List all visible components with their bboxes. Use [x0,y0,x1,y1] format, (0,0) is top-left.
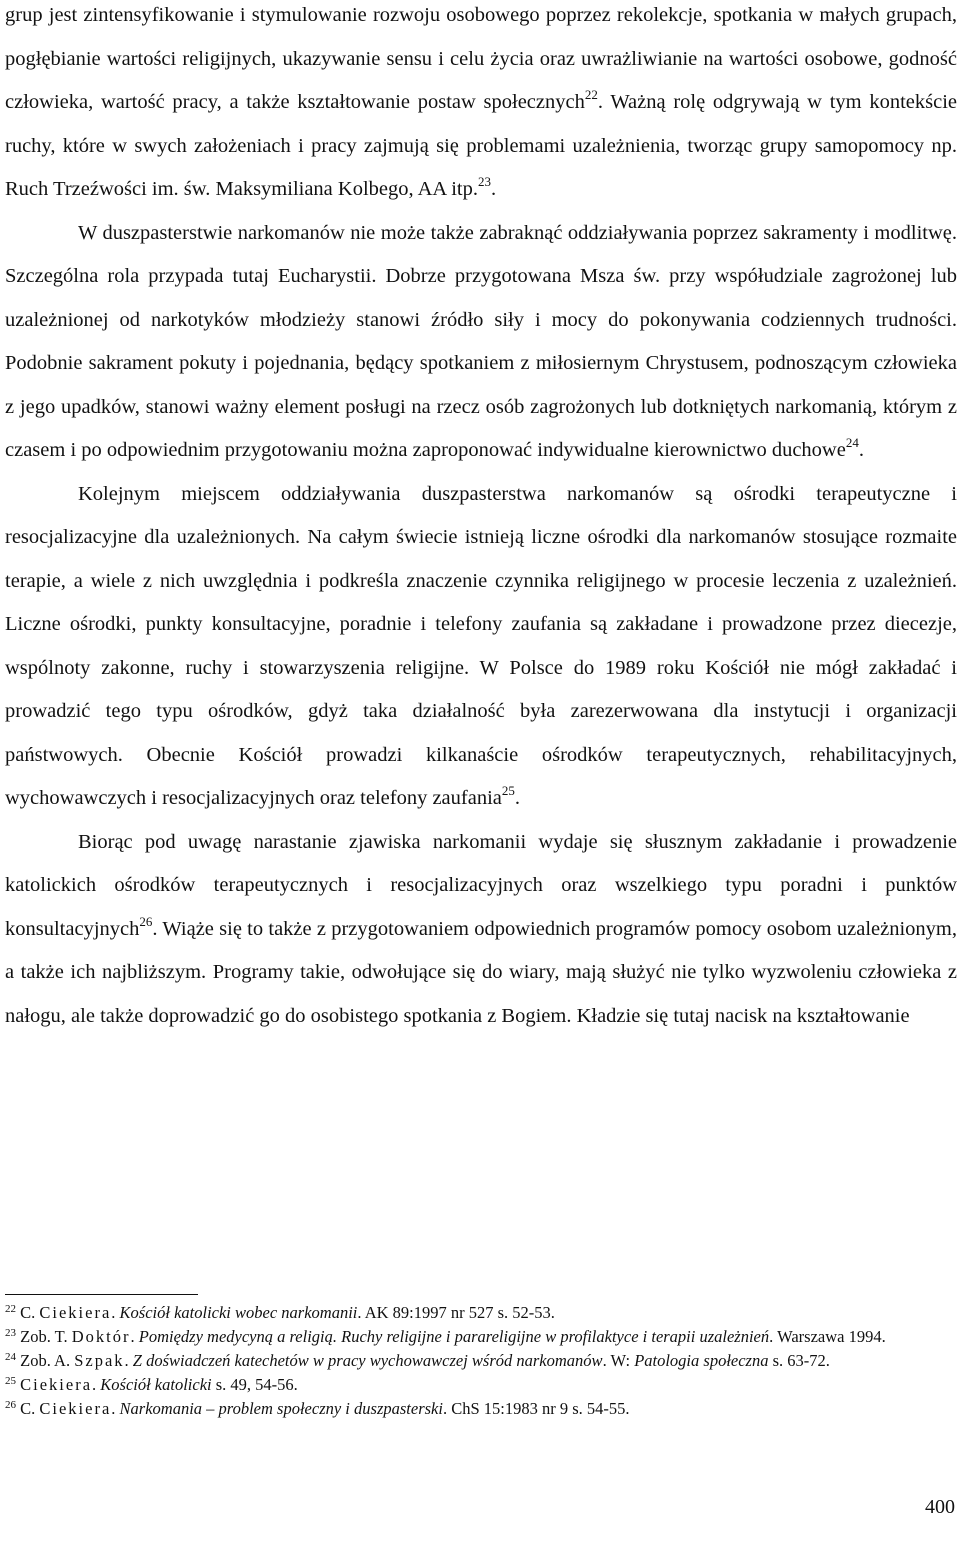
text-run: . Ważną rolę odgrywają w tym kontekście ruchy, które w swych założeniach i pracy zajmują się problemami uzależnienia, tworząc grupy samopomocy np. Ruch Trzeźwości im. św. Maksymiliana Kolbego, AA itp. [5,91,958,200]
italic-text: Z doświadczeń katechetów w pracy wychowawczej wśród narkomanów [132,1351,603,1370]
footnote [5,1373,957,1397]
footnote-reference: 24 [5,1351,16,1363]
footnote-reference: 26 [139,913,153,929]
author-name: Doktór [71,1327,131,1346]
text-run: . [858,439,864,461]
text-run: Zob. T. [16,1327,72,1346]
text-run: s. 63-72. [768,1351,830,1370]
text-run: . AK 89:1997 nr 527 s. 52-53. [357,1303,555,1322]
text-run: s. 49, 54-56. [211,1375,298,1394]
footnote [5,1325,957,1349]
paragraph [5,821,957,1039]
footnote-separator [5,1294,198,1295]
footnotes [5,1301,957,1421]
author-name: Szpak [74,1351,125,1370]
text-run: grup jest zintensyfikowanie i stymulowanie rozwoju osobowego poprzez rekolekcje, spotkania w małych grupach, pogłębianie wartości religijnych, ukazywanie sensu i celu życia oraz uwrażliwianie na wartości osobowe, godność człowieka, wartość pracy, a także kształtowanie postaw społecznych [5,4,957,113]
footnote-reference: 24 [845,435,859,450]
text-run: . [514,787,520,809]
text-run: . ChS 15:1983 nr 9 s. 54-55. [442,1399,630,1418]
footnote-reference: 22 [584,87,598,102]
text-run: . [124,1351,133,1370]
text-run: . [130,1327,139,1346]
body-text [5,0,957,1038]
page-number: 400 [925,1496,955,1518]
paragraph [5,0,957,212]
text-run: . [111,1303,120,1322]
author-name: Ciekiera [39,1399,112,1418]
italic-text: Pomiędzy medycyną a religią. Ruchy religijne i parareligijne w profilaktyce i terapii uzależnień [138,1327,770,1346]
footnote-reference: 25 [501,783,515,798]
text-run: Zob. A. [16,1351,75,1370]
italic-text: Narkomania – problem społeczny i duszpasterski [119,1399,443,1418]
text-run: W duszpasterstwie narkomanów nie może także zabraknąć oddziaływania poprzez sakramenty i modlitwę. Szczególna rola przypada tutaj Eucharystii. Dobrze przygotowana Msza św. przy współudziale zagrożonej lub uzależnionej od narkotyków młodzieży stanowi źródło siły i mocy do pokonywania codziennych trudności. Podobnie sakrament pokuty i pojednania, będący spotkaniem z miłosiernym Chrystusem, podnoszącym człowieka z jego upadków, stanowi ważny element posługi na rzecz osób zagrożonych lub dotkniętych narkomanią, którym z czasem i po odpowiednim przygotowaniu można zaproponować indywidualne kierownictwo duchowe [5,221,957,461]
text-run: Biorąc pod uwagę narastanie zjawiska narkomanii wydaje się słusznym zakładanie i prowadzenie katolickich ośrodków terapeutycznych i resocjalizacyjnych oraz wszelkiego typu poradni i punktów konsultacyjnych [5,830,957,940]
footnote-reference: 22 [5,1303,16,1315]
text-run: . Warszawa 1994. [769,1327,886,1346]
text-run: . W: [602,1351,635,1370]
paragraph [5,473,957,821]
italic-text: Patologia społeczna [634,1351,769,1370]
text-run: Kolejnym miejscem oddziaływania duszpasterstwa narkomanów są ośrodki terapeutyczne i resocjalizacyjne dla uzależnionych. Na całym świecie istnieją liczne ośrodki dla narkomanów stosujące rozmaite terapie, a wiele z nich uwzględnia i podkreśla znaczenie czynnika religijnego w procesie leczenia z uzależnień. Liczne ośrodki, punkty konsultacyjne, poradnie i telefony zaufania są zakładane i prowadzone przez diecezje, wspólnoty zakonne, ruchy i stowarzyszenia religijne. W Polsce do 1989 roku Kościół nie mógł zakładać i prowadzić tego typu ośrodków, gdyż taka działalność była zarezerwowana dla instytucji i organizacji państwowych. Obecnie Kościół prowadzi kilkanaście ośrodków terapeutycznych, rehabilitacyjnych, wychowawczych i resocjalizacyjnych oraz telefony zaufania [5,482,957,809]
footnote [5,1301,957,1325]
footnote [5,1349,957,1373]
footnote [5,1397,957,1421]
text-run: C. [16,1399,40,1418]
text-run: C. [16,1303,40,1322]
author-name: Ciekiera [20,1375,93,1394]
italic-text: Kościół katolicki wobec narkomanii [119,1303,358,1322]
footnote-reference: 26 [5,1399,16,1411]
footnote-reference: 23 [478,174,491,189]
author-name: Ciekiera [39,1303,112,1322]
text-run: . [111,1399,120,1418]
italic-text: Kościół katolicki [100,1375,212,1394]
footnote-reference: 25 [5,1375,16,1387]
text-run: . [92,1375,101,1394]
text-run: . Wiąże się to także z przygotowaniem odpowiednich programów pomocy osobom uzależnionym, a także ich najbliższym. Programy takie, odwołujące się do wiary, mają służyć nie tylko wyzwoleniu człowieka z nałogu, ale także doprowadzić go do osobistego spotkania z Bogiem. Kładzie się tutaj nacisk na kształtowanie [5,917,957,1027]
footnote-reference: 23 [5,1327,16,1339]
paragraph [5,212,957,473]
text-run: . [491,178,497,200]
